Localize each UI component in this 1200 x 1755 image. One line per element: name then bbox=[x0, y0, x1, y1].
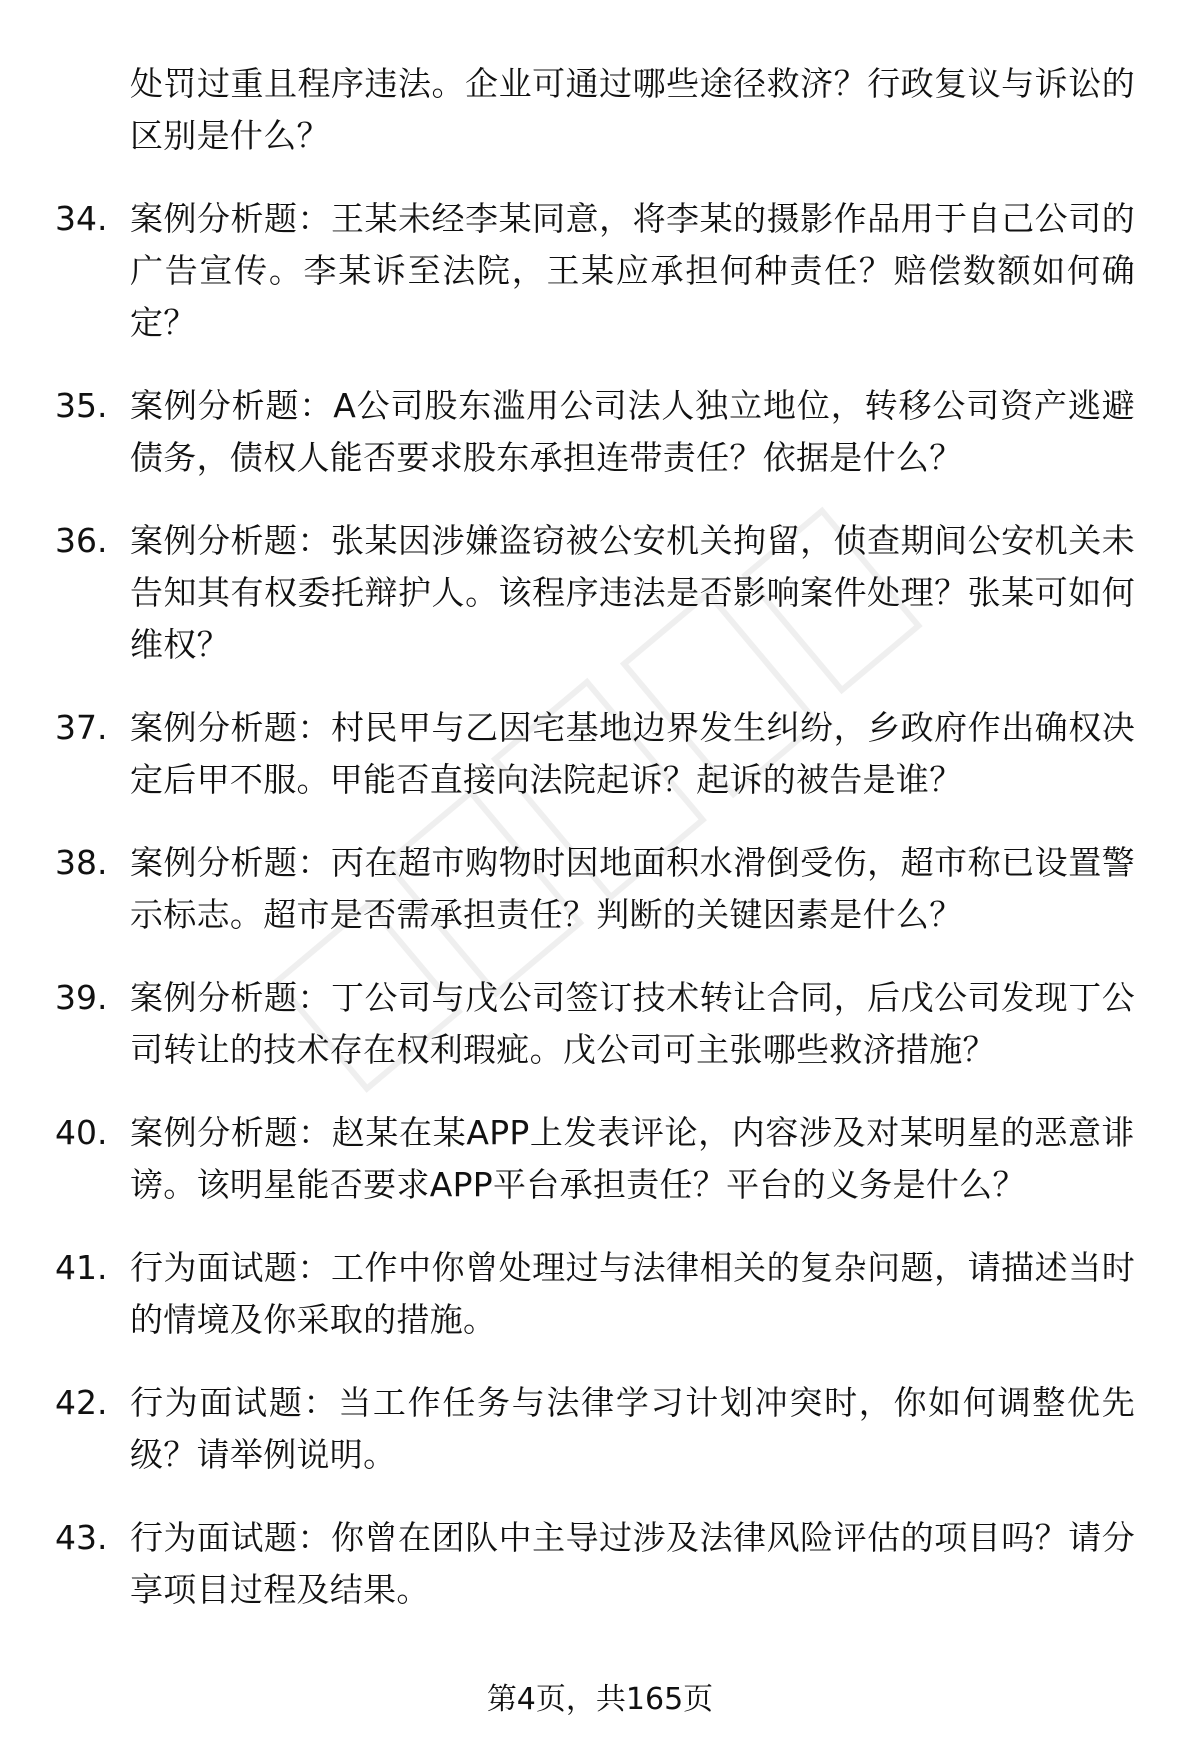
continuation-paragraph bbox=[55, 58, 1145, 162]
list-item bbox=[55, 380, 1145, 484]
item-number: 35. bbox=[55, 386, 108, 425]
item-text: 案例分析题：王某未经李某同意，将李某的摄影作品用于自己公司的广告宣传。李某诉至法院，王某应承担何种责任？赔偿数额如何确定？ bbox=[130, 199, 1135, 342]
list-item bbox=[55, 702, 1145, 806]
list-item bbox=[55, 1377, 1145, 1481]
page-footer: 第4页，共165页 bbox=[486, 1682, 714, 1717]
list-item bbox=[55, 972, 1145, 1076]
item-text: 案例分析题：张某因涉嫌盗窃被公安机关拘留，侦查期间公安机关未告知其有权委托辩护人。该程序违法是否影响案件处理？张某可如何维权？ bbox=[130, 521, 1135, 664]
item-number: 37. bbox=[55, 708, 108, 747]
list-item bbox=[55, 193, 1145, 349]
item-text: 行为面试题：当工作任务与法律学习计划冲突时，你如何调整优先级？请举例说明。 bbox=[130, 1383, 1135, 1474]
continuation-text: 处罚过重且程序违法。企业可通过哪些途径救济？行政复议与诉讼的区别是什么？ bbox=[130, 64, 1135, 155]
list-item bbox=[55, 1107, 1145, 1211]
item-number: 39. bbox=[55, 978, 108, 1017]
item-text: 行为面试题：你曾在团队中主导过涉及法律风险评估的项目吗？请分享项目过程及结果。 bbox=[130, 1518, 1135, 1609]
list-item bbox=[55, 1242, 1145, 1346]
item-text: 案例分析题：村民甲与乙因宅基地边界发生纠纷，乡政府作出确权决定后甲不服。甲能否直接向法院起诉？起诉的被告是谁？ bbox=[130, 708, 1135, 799]
item-number: 40. bbox=[55, 1113, 108, 1152]
item-text: 行为面试题：工作中你曾处理过与法律相关的复杂问题，请描述当时的情境及你采取的措施。 bbox=[130, 1248, 1135, 1339]
question-list bbox=[55, 58, 1145, 1647]
item-text: 案例分析题：赵某在某APP上发表评论，内容涉及对某明星的恶意诽谤。该明星能否要求APP平台承担责任？平台的义务是什么？ bbox=[130, 1113, 1135, 1204]
list-item bbox=[55, 1512, 1145, 1616]
item-text: 案例分析题：丙在超市购物时因地面积水滑倒受伤，超市称已设置警示标志。超市是否需承担责任？判断的关键因素是什么？ bbox=[130, 843, 1135, 934]
item-number: 36. bbox=[55, 521, 108, 560]
list-item bbox=[55, 515, 1145, 671]
item-text: 案例分析题：A公司股东滥用公司法人独立地位，转移公司资产逃避债务，债权人能否要求股东承担连带责任？依据是什么？ bbox=[130, 386, 1135, 477]
item-number: 41. bbox=[55, 1248, 108, 1287]
item-number: 42. bbox=[55, 1383, 108, 1422]
list-item bbox=[55, 837, 1145, 941]
item-number: 43. bbox=[55, 1518, 108, 1557]
item-number: 38. bbox=[55, 843, 108, 882]
item-text: 案例分析题：丁公司与戊公司签订技术转让合同，后戊公司发现丁公司转让的技术存在权利瑕疵。戊公司可主张哪些救济措施？ bbox=[130, 978, 1135, 1069]
item-number: 34. bbox=[55, 199, 108, 238]
